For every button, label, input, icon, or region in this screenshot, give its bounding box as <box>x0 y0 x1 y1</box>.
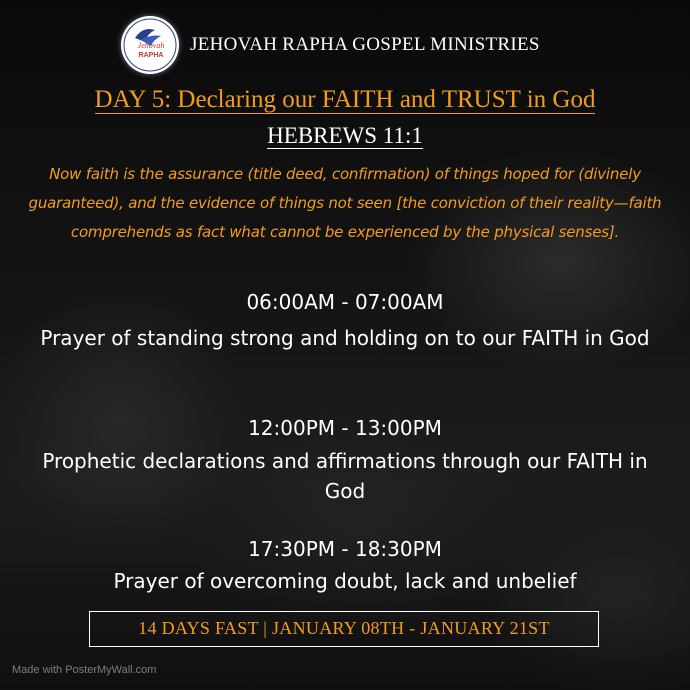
scripture-reference-text: HEBREWS 11:1 <box>267 123 423 148</box>
organization-name: JEHOVAH RAPHA GOSPEL MINISTRIES <box>190 34 540 55</box>
day-title <box>0 86 690 114</box>
fast-dates-banner: 14 DAYS FAST | JANUARY 08TH - JANUARY 21ST <box>89 611 599 647</box>
schedule-time-3: 17:30PM - 18:30PM <box>248 537 442 561</box>
watermark: Made with PosterMyWall.com <box>12 664 157 676</box>
schedule-time-1: 06:00AM - 07:00AM <box>246 290 444 314</box>
schedule-time-2: 12:00PM - 13:00PM <box>248 416 442 440</box>
ministry-logo <box>121 16 179 74</box>
logo-text-bottom: RAPHA <box>138 52 164 59</box>
schedule-description-2: Prophetic declarations and affirmations through our FAITH in God <box>42 449 648 503</box>
schedule-description-1: Prayer of standing strong and holding on to our FAITH in God <box>40 326 650 350</box>
scripture-reference <box>0 123 690 149</box>
schedule-description-3: Prayer of overcoming doubt, lack and unbelief <box>113 569 577 593</box>
day-title-text: DAY 5: Declaring our FAITH and TRUST in God <box>94 86 596 113</box>
logo-text-top: Jehovah <box>137 41 165 50</box>
scripture-verse: Now faith is the assurance (title deed, confirmation) of things hoped for (divinely guaranteed), and the evidence of things not seen [the conviction of their reality—faith comprehends as fact what cannot be experienced by the physical senses]. <box>28 165 662 241</box>
jehovah-rapha-logo-icon <box>121 16 179 74</box>
